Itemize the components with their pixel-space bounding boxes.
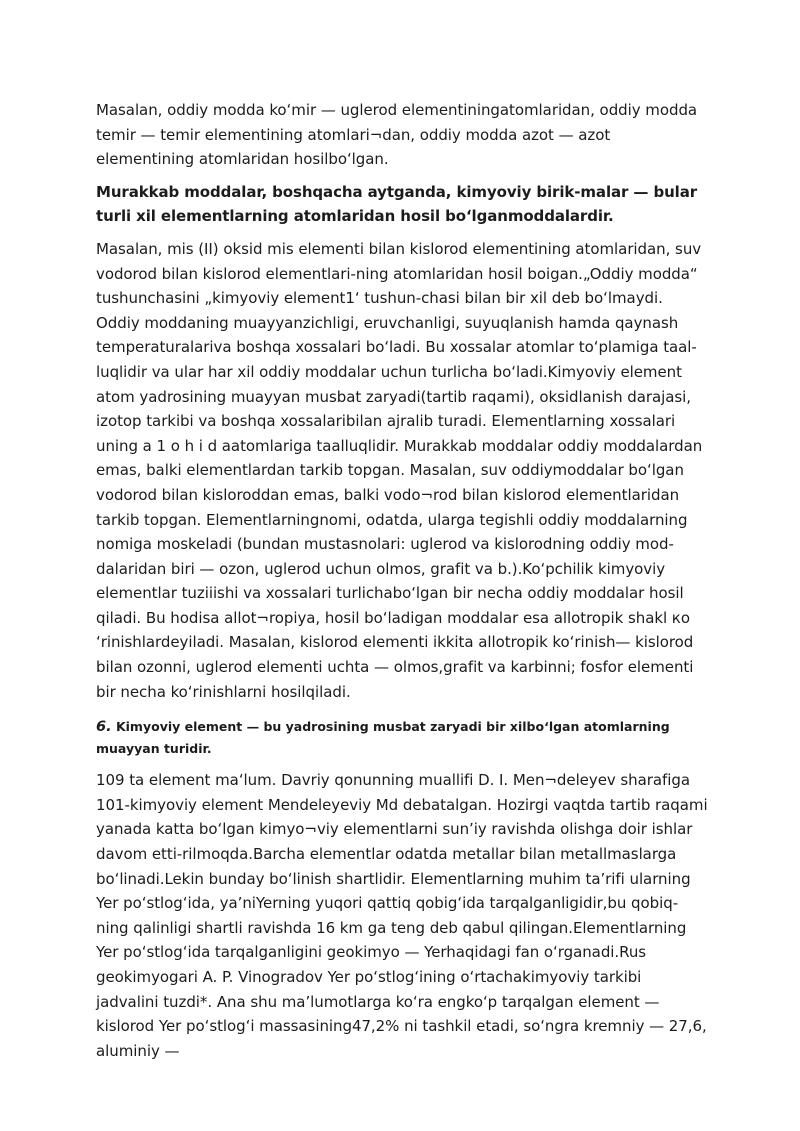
paragraph-simple-substances: Masalan, oddiy modda koʻmir — uglerod elementiningatomlaridan, oddiy modda temir — temir elementining atomlari¬dan, oddiy modda azot — azot elementining atomlaridan hosilboʻlgan. [96,101,698,169]
definition-complex-substances: Murakkab moddalar, boshqacha aytganda, kimyoviy birik-malar — bular turli xil elementlarning atomlaridan hosil boʻlganmoddalardir. [96,182,698,226]
paragraph-element-distribution: 109 ta element maʻlum. Davriy qonunning muallifi D. I. Men¬deleyev sharafiga 101-kimyoviy element Mendeleyeviy Md debatalgan. Hozirgi vaqtda tartib raqami yanada katta boʻlgan kimyo¬viy elementlarni sunʼiy ravishda olishga doir ishlar davom etti-rilmoqda.Barcha elementlar odatda metallar bilan metallmaslarga boʻlinadi.Lekin bunday boʻlinish shartlidir. Elementlarning muhim taʼrifi ularning Yer poʻstlogʻida, yaʼniYerning yuqori qattiq qobigʻida tarqalganligidir,bu qobiq-ning qalinligi shartli ravishda 16 km ga teng deb qabul qilingan.Elementlarning Yer poʻstlogʻida tarqalganligini geokimyo — Yerhaqidagi fan oʻrganadi.Rus geokimyogari A. P. Vinogradov Yer poʻstlogʻining oʻrtachakimyoviy tarkibi jadvalini tuzdi*. Ana shu maʼlumotlarga koʻra engkoʻp tarqalgan element — kislorod Yer poʻstlogʻi massasining47,2% ni tashkil etadi, soʻngra kremniy — 27,6, aluminiy — [96,771,708,1060]
heading-text: Kimyoviy element — bu yadrosining musbat zaryadi bir xilboʻlgan atomlarning muayyan turidir. [96,719,670,757]
element-definition-heading [96,716,708,759]
heading-number: 6. [96,719,112,736]
paragraph-elements-and-substances: Masalan, mis (II) oksid mis elementi bilan kislorod elementining atomlaridan, suv vodorod bilan kislorod elementlari-ning atomlaridan hosil boigan.„Oddiy modda“ tushunchasini „kimyoviy element1‘ tushun-chasi bilan bir xil deb boʻlmaydi. Oddiy moddaning muayyanzichligi, eruvchanligi, suyuqlanish hamda qaynash temperaturalariva boshqa xossalari boʻladi. Bu xossalar atomlar toʻplamiga taal-luqlidir va ular har xil oddiy moddalar uchun turlicha boʻladi.Kimyoviy element atom yadrosining muayyan musbat zaryadi(tartib raqami), oksidlanish darajasi, izotop tarkibi va boshqa xossalaribilan ajralib turadi. Elementlarning xossalari uning a 1 o h i d aatomlariga taalluqlidir. Murakkab moddalar oddiy moddalardan emas, balki elementlardan tarkib topgan. Masalan, suv oddiymoddalar boʻlgan vodorod bilan kisloroddan emas, balki vodo¬rod bilan kislorod elementlaridan tarkib topgan. Elementlarningnomi, odatda, ularga tegishli oddiy moddalarning nomiga moskeladi (bundan mustasnolari: uglerod va kislorodning oddiy mod-dalaridan biri — ozon, uglerod uchun olmos, grafit va b.).Koʻpchilik kimyoviy elementlar tuziiishi va xossalari turlichaboʻlgan bir necha oddiy moddalar hosil qiladi. Bu hodisa allot¬ropiya, hosil boʻladigan moddalar esa allotropik shakl кo ʻrinishlardeyiladi. Masalan, kislorod elementi ikkita allotropik koʻrinish— kislorod bilan ozonni, uglerod elementi uchta — olmos,grafit va karbinni; fosfor elementi bir necha koʻrinishlarni hosilqiladi. [96,239,703,701]
document-page [96,98,708,1063]
